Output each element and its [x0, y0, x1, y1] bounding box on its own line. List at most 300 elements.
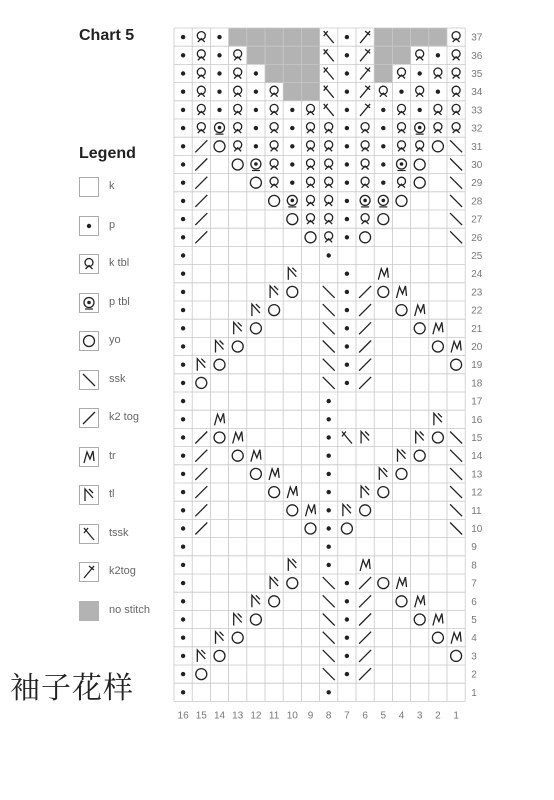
- row-number: 32: [471, 123, 483, 135]
- stitch-cell-p: [345, 363, 349, 367]
- stitch-cell-tl: [361, 486, 369, 498]
- stitch-cell-p: [381, 126, 385, 130]
- stitch-cell-p: [381, 108, 385, 112]
- column-number: 3: [416, 710, 423, 722]
- stitch-cell-p: [327, 545, 331, 549]
- column-number: 15: [195, 710, 207, 722]
- stitch-cell-yo: [269, 305, 280, 316]
- stitch-cell-p: [290, 126, 294, 130]
- stitch-cell-p: [181, 253, 185, 257]
- stitch-cell-p: [181, 199, 185, 203]
- stitch-cell-tl: [416, 432, 424, 444]
- no-stitch-cell: [265, 46, 283, 64]
- stitch-cell-yo: [432, 432, 443, 443]
- stitch-cell-ktbl: [270, 177, 278, 188]
- stitch-cell-p: [181, 363, 185, 367]
- row-number: 35: [471, 69, 483, 80]
- stitch-cell-ssk: [450, 140, 462, 152]
- stitch-cell-ssk: [323, 632, 335, 644]
- stitch-cell-p: [181, 672, 185, 676]
- stitch-cell-tr: [287, 486, 297, 498]
- stitch-cell-yo: [414, 323, 425, 334]
- stitch-cell-ssk: [323, 286, 335, 298]
- stitch-cell-ktbl: [398, 104, 406, 115]
- stitch-cell-k2tog_twist: [360, 68, 370, 80]
- stitch-cell-ktbl: [325, 159, 333, 170]
- stitch-cell-p: [345, 599, 349, 603]
- stitch-cell-yo: [287, 505, 298, 516]
- stitch-cell-p: [327, 526, 331, 530]
- no-stitch-cell: [265, 28, 283, 46]
- no-stitch-cell: [301, 46, 319, 64]
- stitch-cell-k2tog_twist: [360, 31, 370, 43]
- stitch-cell-p: [345, 617, 349, 621]
- stitch-cell-p: [181, 454, 185, 458]
- stitch-cell-ssk: [450, 486, 462, 498]
- stitch-cell-tr: [451, 632, 461, 644]
- stitch-cell-tl: [216, 632, 224, 644]
- stitch-cell-tr: [415, 304, 425, 316]
- stitch-cell-p: [345, 654, 349, 658]
- stitch-cell-ktbl: [452, 123, 460, 134]
- stitch-cell-tssk: [324, 86, 334, 98]
- stitch-cell-p: [327, 472, 331, 476]
- stitch-cell-yo: [414, 450, 425, 461]
- no-stitch-cell: [283, 46, 301, 64]
- stitch-cell-p: [345, 308, 349, 312]
- row-number: 12: [471, 487, 483, 499]
- stitch-cell-p: [418, 71, 422, 75]
- stitch-cell-tl: [197, 650, 205, 662]
- stitch-cell-p: [181, 472, 185, 476]
- row-number: 3: [471, 651, 477, 663]
- stitch-cell-tr: [397, 577, 407, 589]
- row-number: 31: [471, 141, 483, 153]
- stitch-cell-ktbl: [307, 214, 315, 225]
- stitch-cell-k2tog: [195, 450, 207, 462]
- stitch-cell-p: [217, 90, 221, 94]
- legend-label: tssk: [109, 526, 129, 539]
- stitch-cell-yo: [196, 377, 207, 388]
- row-number: 26: [471, 232, 483, 244]
- stitch-cell-p: [345, 344, 349, 348]
- stitch-cell-p: [436, 90, 440, 94]
- stitch-cell-ssk: [450, 231, 462, 243]
- stitch-cell-yo: [232, 341, 243, 352]
- stitch-cell-p: [181, 162, 185, 166]
- stitch-cell-k2tog: [359, 286, 371, 298]
- stitch-cell-p: [327, 253, 331, 257]
- stitch-cell-p: [345, 199, 349, 203]
- stitch-cell-ssk: [450, 195, 462, 207]
- no-stitch-cell: [374, 46, 392, 64]
- row-number: 8: [471, 560, 477, 572]
- stitch-cell-p: [181, 545, 185, 549]
- stitch-cell-ktbl: [398, 123, 406, 134]
- stitch-cell-ssk: [323, 341, 335, 353]
- stitch-cell-ktbl: [325, 141, 333, 152]
- stitch-cell-ktbl: [398, 68, 406, 79]
- stitch-cell-yo: [360, 505, 371, 516]
- caption: 袖子花样: [10, 671, 134, 706]
- stitch-cell-ssk: [450, 450, 462, 462]
- stitch-cell-ktbl: [361, 123, 369, 134]
- column-number: 2: [435, 710, 441, 722]
- stitch-cell-p: [345, 126, 349, 130]
- stitch-cell-tssk: [324, 49, 334, 61]
- row-number: 9: [471, 542, 477, 554]
- legend-label: no stitch: [109, 603, 150, 616]
- stitch-cell-k2tog: [359, 614, 371, 626]
- row-number: 7: [471, 578, 477, 590]
- stitch-cell-ktbl: [270, 123, 278, 134]
- stitch-cell-yo: [250, 177, 261, 188]
- stitch-cell-k2tog: [359, 577, 371, 589]
- stitch-cell-p: [327, 399, 331, 403]
- stitch-cell-p: [181, 108, 185, 112]
- stitch-cell-p: [181, 417, 185, 421]
- stitch-cell-yo: [269, 487, 280, 498]
- stitch-cell-yo: [269, 596, 280, 607]
- stitch-cell-ktbl: [197, 86, 205, 97]
- stitch-cell-tr: [251, 450, 261, 462]
- stitch-cell-k2tog_twist: [360, 104, 370, 116]
- legend-label: k: [109, 180, 115, 192]
- stitch-cell-p: [181, 435, 185, 439]
- stitch-cell-yo: [396, 468, 407, 479]
- stitch-cell-ktbl: [234, 50, 242, 61]
- stitch-cell-k2tog_twist: [360, 49, 370, 61]
- stitch-cell-ktbl: [416, 86, 424, 97]
- stitch-cell-tl: [270, 577, 278, 589]
- stitch-cell-p: [345, 108, 349, 112]
- stitch-cell-ktbl: [234, 123, 242, 134]
- column-number: 12: [250, 710, 262, 722]
- row-number: 18: [471, 378, 483, 390]
- stitch-cell-ssk: [323, 304, 335, 316]
- stitch-cell-p: [181, 35, 185, 39]
- stitch-cell-yo: [214, 432, 225, 443]
- stitch-cell-yo: [451, 650, 462, 661]
- stitch-cell-ssk: [323, 614, 335, 626]
- no-stitch-cell: [283, 28, 301, 46]
- stitch-cell-ktbl: [270, 86, 278, 97]
- row-number: 13: [471, 469, 483, 481]
- stitch-cell-p: [436, 53, 440, 57]
- no-stitch-cell: [301, 83, 319, 101]
- row-number: 17: [471, 396, 483, 408]
- stitch-cell-p: [181, 308, 185, 312]
- stitch-cell-tr: [415, 595, 425, 607]
- row-number: 10: [471, 524, 483, 535]
- stitch-cell-tl: [361, 432, 369, 444]
- stitch-cell-ktbl: [307, 195, 315, 206]
- stitch-cell-yo: [232, 450, 243, 461]
- stitch-cell-p: [181, 290, 185, 294]
- no-stitch-cell: [229, 28, 247, 46]
- stitch-cell-yo: [414, 614, 425, 625]
- stitch-cell-p: [181, 126, 185, 130]
- stitch-cell-p: [345, 636, 349, 640]
- stitch-cell-p: [327, 435, 331, 439]
- stitch-cell-p: [345, 235, 349, 239]
- no-stitch-cell: [392, 28, 410, 46]
- stitch-cell-ktbl: [434, 104, 442, 115]
- stitch-cell-ktbl: [452, 50, 460, 61]
- stitch-cell-ktbl: [234, 141, 242, 152]
- stitch-cell-p: [345, 217, 349, 221]
- stitch-cell-p: [181, 217, 185, 221]
- row-number: 2: [471, 669, 477, 681]
- stitch-cell-ktbl: [234, 86, 242, 97]
- stitch-cell-p: [181, 381, 185, 385]
- stitch-cell-p: [327, 508, 331, 512]
- stitch-cell-yo: [414, 159, 425, 170]
- column-number: 5: [380, 710, 387, 722]
- row-number: 16: [471, 414, 483, 426]
- stitch-cell-ssk: [450, 504, 462, 516]
- stitch-cell-p: [181, 636, 185, 640]
- row-number: 24: [471, 269, 483, 281]
- stitch-cell-ktbl: [325, 177, 333, 188]
- stitch-cell-k2tog: [195, 195, 207, 207]
- stitch-cell-p: [327, 454, 331, 458]
- stitch-cell-p: [217, 71, 221, 75]
- stitch-cell-p: [181, 181, 185, 185]
- stitch-cell-tl: [343, 504, 351, 516]
- stitch-cell-yo: [196, 669, 207, 680]
- stitch-cell-ssk: [450, 468, 462, 480]
- stitch-cell-p: [217, 53, 221, 57]
- stitch-cell-tl: [197, 359, 205, 371]
- stitch-cell-tr: [360, 559, 370, 571]
- stitch-cell-p: [399, 90, 403, 94]
- stitch-cell-tl: [270, 286, 278, 298]
- stitch-cell-p: [290, 162, 294, 166]
- stitch-cell-p: [345, 162, 349, 166]
- stitch-cell-p: [254, 126, 258, 130]
- stitch-cell-yo: [287, 578, 298, 589]
- stitch-cell-p: [418, 108, 422, 112]
- stitch-cell-p: [217, 108, 221, 112]
- stitch-cell-tl: [234, 614, 242, 626]
- column-number: 6: [362, 710, 368, 722]
- stitch-cell-ssk: [450, 523, 462, 535]
- stitch-cell-ktbl: [452, 86, 460, 97]
- stitch-cell-k2tog: [359, 322, 371, 334]
- stitch-cell-tr: [306, 504, 316, 516]
- stitch-cell-k2tog: [195, 213, 207, 225]
- stitch-cell-p: [181, 326, 185, 330]
- no-stitch-cell: [283, 83, 301, 101]
- stitch-cell-yo: [305, 232, 316, 243]
- no-stitch-cell: [301, 64, 319, 82]
- stitch-cell-k2tog: [359, 304, 371, 316]
- stitch-cell-p: [181, 581, 185, 585]
- stitch-cell-ssk: [450, 213, 462, 225]
- stitch-cell-ktbl: [325, 195, 333, 206]
- stitch-cell-yo: [378, 578, 389, 589]
- no-stitch-cell: [429, 28, 447, 46]
- stitch-cell-p: [327, 563, 331, 567]
- stitch-cell-ktbl: [452, 68, 460, 79]
- stitch-cell-yo: [341, 523, 352, 534]
- stitch-cell-ktbl: [270, 104, 278, 115]
- stitch-cell-p: [381, 162, 385, 166]
- stitch-cell-p: [381, 181, 385, 185]
- stitch-cell-ktbl: [325, 232, 333, 243]
- stitch-cell-ktbl: [307, 177, 315, 188]
- stitch-cell-yo: [414, 177, 425, 188]
- column-number: 7: [344, 710, 350, 722]
- stitch-cell-k2tog: [195, 159, 207, 171]
- stitch-cell-k2tog: [195, 523, 207, 535]
- row-number: 23: [471, 287, 483, 299]
- stitch-cell-yo: [250, 614, 261, 625]
- stitch-cell-yo: [396, 596, 407, 607]
- stitch-cell-p: [345, 326, 349, 330]
- stitch-cell-ktbl: [434, 123, 442, 134]
- stitch-cell-yo: [378, 286, 389, 297]
- stitch-cell-ktbl: [270, 141, 278, 152]
- stitch-cell-yo: [287, 286, 298, 297]
- stitch-cell-tr: [433, 614, 443, 626]
- row-number: 37: [471, 32, 483, 44]
- stitch-cell-yo: [432, 632, 443, 643]
- stitch-cell-p: [181, 399, 185, 403]
- stitch-cell-p: [254, 144, 258, 148]
- stitch-cell-yo: [232, 632, 243, 643]
- stitch-cell-p: [327, 417, 331, 421]
- stitch-cell-ktbl: [307, 141, 315, 152]
- row-number: 29: [471, 178, 483, 190]
- stitch-cell-ssk: [323, 359, 335, 371]
- stitch-cell-tl: [252, 595, 260, 607]
- stitch-cell-tl: [252, 304, 260, 316]
- stitch-cell-k2tog: [359, 668, 371, 680]
- legend-label: tr: [109, 449, 116, 462]
- stitch-cell-tr: [451, 341, 461, 353]
- row-number: 5: [471, 615, 477, 626]
- row-number: 19: [471, 360, 483, 372]
- stitch-cell-ptbl: [287, 195, 297, 207]
- stitch-cell-tl: [379, 468, 387, 480]
- stitch-cell-ktbl: [325, 123, 333, 134]
- stitch-cell-p: [181, 90, 185, 94]
- stitch-cell-ktbl: [452, 32, 460, 43]
- stitch-cell-p: [181, 617, 185, 621]
- stitch-cell-ktbl: [197, 104, 205, 115]
- no-stitch-cell: [392, 46, 410, 64]
- stitch-cell-yo: [232, 159, 243, 170]
- stitch-cell-p: [327, 490, 331, 494]
- stitch-cell-p: [290, 108, 294, 112]
- row-number: 34: [471, 87, 483, 99]
- stitch-cell-yo: [360, 232, 371, 243]
- stitch-cell-tl: [398, 450, 406, 462]
- row-number: 20: [471, 342, 483, 353]
- stitch-cell-ssk: [323, 595, 335, 607]
- stitch-cell-ktbl: [398, 141, 406, 152]
- stitch-cell-p: [327, 690, 331, 694]
- stitch-cell-p: [181, 563, 185, 567]
- legend-label: k2 tog: [109, 411, 139, 423]
- stitch-cell-ktbl: [307, 159, 315, 170]
- legend-label: p: [109, 218, 116, 231]
- stitch-cell-ktbl: [307, 123, 315, 134]
- stitch-cell-yo: [305, 523, 316, 534]
- legend-label: p tbl: [109, 295, 130, 308]
- stitch-cell-p: [345, 181, 349, 185]
- stitch-cell-tr: [269, 468, 279, 480]
- stitch-cell-p: [345, 53, 349, 57]
- stitch-cell-p: [345, 90, 349, 94]
- row-number: 6: [471, 596, 477, 608]
- stitch-cell-ktbl: [361, 141, 369, 152]
- stitch-cell-p: [345, 71, 349, 75]
- stitch-cell-yo: [250, 323, 261, 334]
- stitch-cell-ktbl: [197, 32, 205, 43]
- stitch-cell-ktbl: [325, 214, 333, 225]
- stitch-cell-tssk: [342, 432, 352, 444]
- row-number: 11: [471, 505, 482, 517]
- no-stitch-cell: [247, 46, 265, 64]
- stitch-cell-ktbl: [398, 177, 406, 188]
- stitch-cell-yo: [378, 214, 389, 225]
- stitch-cell-p: [290, 181, 294, 185]
- stitch-cell-yo: [214, 359, 225, 370]
- stitch-cell-p: [345, 272, 349, 276]
- column-number: 13: [232, 710, 244, 722]
- stitch-cell-k2tog: [195, 177, 207, 189]
- row-number: 22: [471, 305, 483, 317]
- row-number: 14: [471, 451, 483, 463]
- stitch-cell-p: [181, 508, 185, 512]
- row-number: 30: [471, 160, 483, 171]
- legend-label: yo: [109, 334, 121, 346]
- no-stitch-cell: [374, 64, 392, 82]
- stitch-cell-p: [217, 35, 221, 39]
- no-stitch-cell: [283, 64, 301, 82]
- stitch-cell-ptbl: [215, 123, 225, 135]
- row-number: 15: [471, 433, 483, 444]
- stitch-cell-yo: [432, 141, 443, 152]
- row-number: 1: [471, 687, 477, 699]
- stitch-cell-ktbl: [361, 214, 369, 225]
- column-number: 16: [177, 710, 189, 722]
- row-number: 36: [471, 50, 483, 62]
- stitch-cell-p: [181, 272, 185, 276]
- stitch-cell-p: [345, 581, 349, 585]
- column-number: 11: [268, 710, 280, 722]
- stitch-cell-p: [290, 144, 294, 148]
- stitch-cell-k2tog: [359, 359, 371, 371]
- stitch-cell-yo: [396, 305, 407, 316]
- column-number: 10: [286, 710, 298, 722]
- no-stitch-cell: [374, 28, 392, 46]
- stitch-cell-ktbl: [197, 123, 205, 134]
- stitch-cell-tr: [215, 413, 225, 425]
- no-stitch-cell: [247, 28, 265, 46]
- stitch-cell-tr: [397, 286, 407, 298]
- stitch-cell-ktbl: [234, 104, 242, 115]
- stitch-cell-p: [181, 599, 185, 603]
- stitch-cell-yo: [287, 214, 298, 225]
- stitch-cell-yo: [432, 341, 443, 352]
- stitch-cell-ssk: [323, 650, 335, 662]
- stitch-cell-p: [345, 672, 349, 676]
- stitch-cell-k2tog: [359, 377, 371, 389]
